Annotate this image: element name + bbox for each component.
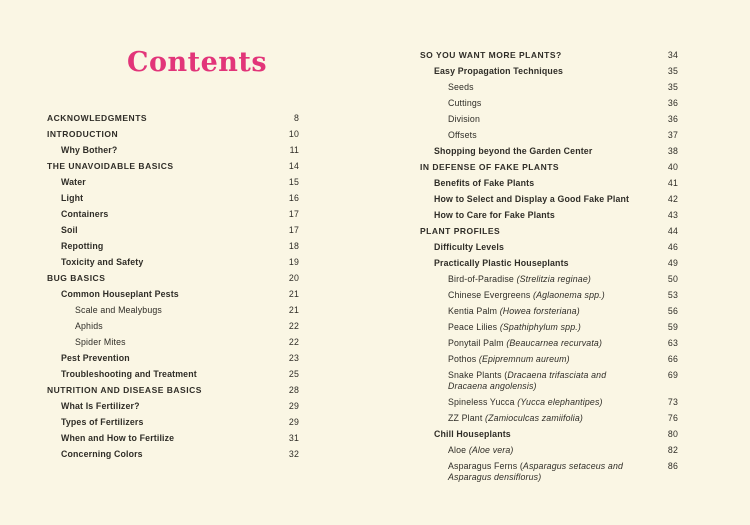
latin-name: Asparagus setaceus and: [522, 460, 624, 471]
toc-entry: [47, 110, 299, 126]
toc-entry-label: Offsets: [448, 129, 477, 140]
toc-entry-label: Toxicity and Safety: [61, 256, 144, 267]
toc-entry-page: 31: [288, 432, 299, 443]
toc-entry-label: INTRODUCTION: [47, 128, 119, 139]
toc-entry-label: Repotting: [61, 240, 104, 251]
toc-entry-page: 28: [288, 384, 299, 395]
latin-name: Asparagus densiflorus): [448, 471, 542, 482]
toc-entry-page: 56: [667, 305, 678, 316]
toc-entry-label: What Is Fertilizer?: [61, 400, 140, 411]
toc-entry-label: Types of Fertilizers: [61, 416, 144, 427]
toc-entry: [47, 398, 299, 414]
toc-entry-page: 11: [289, 144, 299, 155]
toc-entry: [420, 111, 678, 127]
toc-entry: [47, 270, 299, 286]
toc-entry-label: Shopping beyond the Garden Center: [434, 145, 593, 156]
toc-entry: [47, 334, 299, 350]
toc-entry: [47, 366, 299, 382]
toc-entry-page: 46: [667, 241, 678, 252]
latin-name: (Aloe vera): [468, 444, 514, 455]
toc-entry-page: 53: [667, 289, 678, 300]
toc-entry-page: 42: [667, 193, 678, 204]
toc-entry-label: Water: [61, 176, 86, 187]
latin-name: (Strelitzia reginae): [516, 273, 591, 284]
toc-entry: [420, 239, 678, 255]
toc-entry: [420, 143, 678, 159]
toc-entry: [47, 158, 299, 174]
toc-entry-label: Troubleshooting and Treatment: [61, 368, 197, 379]
toc-entry: [420, 335, 678, 351]
toc-entry-page: 37: [667, 129, 678, 140]
toc-entry-page: 43: [667, 209, 678, 220]
toc-entry-label: Pothos (Epipremnum aureum): [448, 353, 570, 364]
toc-entry-page: 34: [667, 49, 678, 60]
toc-entry-page: 73: [667, 396, 678, 407]
toc-entry-label: Soil: [61, 224, 78, 235]
toc-entry: [420, 175, 678, 191]
toc-entry-label: Snake Plants (Dracaena trifasciata and Dracaena angolensis): [448, 369, 607, 391]
toc-left-column: [47, 110, 299, 462]
toc-entry: [420, 367, 678, 394]
toc-entry-label: SO YOU WANT MORE PLANTS?: [420, 49, 562, 60]
toc-entry: [47, 286, 299, 302]
toc-entry-label: Light: [61, 192, 84, 203]
toc-entry-label: Scale and Mealybugs: [75, 304, 162, 315]
toc-entry-page: 22: [288, 336, 299, 347]
toc-entry-label: Concerning Colors: [61, 448, 143, 459]
toc-entry: [47, 318, 299, 334]
toc-entry: [420, 223, 678, 239]
latin-name: (Spathiphylum spp.): [499, 321, 581, 332]
toc-right-column: [420, 47, 678, 485]
toc-entry: [420, 303, 678, 319]
toc-entry-page: 25: [288, 368, 299, 379]
toc-entry-page: 22: [288, 320, 299, 331]
toc-entry-page: 32: [288, 448, 299, 459]
toc-entry: [420, 191, 678, 207]
latin-name: (Zamioculcas zamiifolia): [485, 412, 583, 423]
toc-entry-page: 86: [667, 460, 678, 471]
toc-entry-label: When and How to Fertilize: [61, 432, 175, 443]
toc-entry-page: 23: [288, 352, 299, 363]
toc-entry: [420, 426, 678, 442]
toc-entry: [47, 414, 299, 430]
toc-entry-page: 17: [288, 224, 299, 235]
toc-entry-label: Easy Propagation Techniques: [434, 65, 564, 76]
latin-name: (Epipremnum aureum): [478, 353, 570, 364]
toc-entry-page: 10: [288, 128, 299, 139]
toc-entry-label: Why Bother?: [61, 144, 118, 155]
toc-entry: [420, 458, 678, 485]
toc-entry-label: Seeds: [448, 81, 474, 92]
toc-entry-label: BUG BASICS: [47, 272, 106, 283]
toc-entry-page: 66: [667, 353, 678, 364]
latin-name: (Yucca elephantipes): [517, 396, 603, 407]
toc-entry: [47, 126, 299, 142]
toc-entry-page: 35: [667, 65, 678, 76]
toc-entry-page: 36: [667, 97, 678, 108]
toc-entry-page: 16: [288, 192, 299, 203]
toc-entry-page: 80: [667, 428, 678, 439]
toc-entry-label: Spider Mites: [75, 336, 126, 347]
toc-entry-label: ZZ Plant (Zamioculcas zamiifolia): [448, 412, 583, 423]
toc-entry-page: 49: [667, 257, 678, 268]
toc-entry-page: 35: [667, 81, 678, 92]
toc-entry-label: Pest Prevention: [61, 352, 130, 363]
toc-entry-label: ACKNOWLEDGMENTS: [47, 112, 148, 123]
toc-entry-page: 41: [667, 177, 678, 188]
toc-entry-label: NUTRITION AND DISEASE BASICS: [47, 384, 202, 395]
toc-entry-page: 15: [288, 176, 299, 187]
latin-name: (Beaucarnea recurvata): [506, 337, 603, 348]
toc-entry: [420, 442, 678, 458]
toc-entry-label: Practically Plastic Houseplants: [434, 257, 569, 268]
page-title: Contents: [127, 47, 268, 78]
toc-entry-page: 76: [667, 412, 678, 423]
toc-entry-page: 40: [667, 161, 678, 172]
toc-entry-label: Benefits of Fake Plants: [434, 177, 535, 188]
toc-entry: [47, 302, 299, 318]
toc-entry-page: 38: [667, 145, 678, 156]
toc-entry-page: 20: [288, 272, 299, 283]
toc-entry: [420, 351, 678, 367]
toc-entry-label: Asparagus Ferns (Asparagus setaceus and Asparagus densiflorus): [448, 460, 624, 482]
toc-entry-label: Peace Lilies (Spathiphylum spp.): [448, 321, 581, 332]
toc-entry-label: How to Care for Fake Plants: [434, 209, 555, 220]
toc-entry-label: Spineless Yucca (Yucca elephantipes): [448, 396, 603, 407]
toc-entry: [420, 287, 678, 303]
toc-entry: [420, 394, 678, 410]
toc-entry: [420, 63, 678, 79]
toc-entry: [420, 159, 678, 175]
toc-entry: [47, 222, 299, 238]
toc-entry-page: 17: [288, 208, 299, 219]
toc-entry: [47, 174, 299, 190]
toc-entry-label: How to Select and Display a Good Fake Plant: [434, 193, 630, 204]
toc-entry-page: 59: [667, 321, 678, 332]
toc-entry-label: Bird-of-Paradise (Strelitzia reginae): [448, 273, 591, 284]
toc-entry-label: Difficulty Levels: [434, 241, 505, 252]
toc-entry: [420, 79, 678, 95]
toc-entry-page: 21: [288, 288, 299, 299]
toc-entry: [420, 127, 678, 143]
latin-name: (Howea forsteriana): [499, 305, 580, 316]
toc-entry: [47, 190, 299, 206]
toc-entry: [420, 319, 678, 335]
toc-entry-page: 44: [667, 225, 678, 236]
toc-entry-page: 29: [288, 400, 299, 411]
toc-entry-label: Chinese Evergreens (Aglaonema spp.): [448, 289, 605, 300]
latin-name: Dracaena trifasciata and: [507, 369, 607, 380]
toc-entry-label: Common Houseplant Pests: [61, 288, 179, 299]
toc-entry-label: Chill Houseplants: [434, 428, 511, 439]
toc-entry: [420, 207, 678, 223]
latin-name: Dracaena angolensis): [448, 380, 537, 391]
toc-entry: [420, 95, 678, 111]
toc-entry: [47, 238, 299, 254]
toc-entry-label: PLANT PROFILES: [420, 225, 501, 236]
toc-entry-page: 29: [288, 416, 299, 427]
toc-entry: [47, 430, 299, 446]
toc-entry-page: 36: [667, 113, 678, 124]
toc-entry-page: 63: [667, 337, 678, 348]
toc-entry-page: 50: [667, 273, 678, 284]
toc-entry-page: 8: [293, 112, 299, 123]
toc-entry-label: IN DEFENSE OF FAKE PLANTS: [420, 161, 560, 172]
toc-entry: [47, 446, 299, 462]
toc-entry-label: THE UNAVOIDABLE BASICS: [47, 160, 174, 171]
toc-entry: [47, 206, 299, 222]
toc-entry-page: 14: [288, 160, 299, 171]
toc-entry-label: Ponytail Palm (Beaucarnea recurvata): [448, 337, 603, 348]
toc-entry-label: Kentia Palm (Howea forsteriana): [448, 305, 580, 316]
toc-entry-label: Aloe (Aloe vera): [448, 444, 514, 455]
toc-entry-label: Containers: [61, 208, 109, 219]
toc-entry: [47, 382, 299, 398]
toc-entry-label: Cuttings: [448, 97, 482, 108]
toc-entry-page: 69: [667, 369, 678, 380]
toc-entry-page: 21: [288, 304, 299, 315]
toc-entry-label: Division: [448, 113, 480, 124]
toc-entry: [47, 350, 299, 366]
toc-entry: [47, 254, 299, 270]
toc-entry: [420, 47, 678, 63]
toc-entry: [420, 271, 678, 287]
toc-entry-page: 19: [288, 256, 299, 267]
toc-entry-label: Aphids: [75, 320, 103, 331]
toc-entry: [420, 410, 678, 426]
toc-entry: [47, 142, 299, 158]
toc-entry-page: 18: [288, 240, 299, 251]
toc-entry-page: 82: [667, 444, 678, 455]
toc-entry: [420, 255, 678, 271]
latin-name: (Aglaonema spp.): [533, 289, 605, 300]
